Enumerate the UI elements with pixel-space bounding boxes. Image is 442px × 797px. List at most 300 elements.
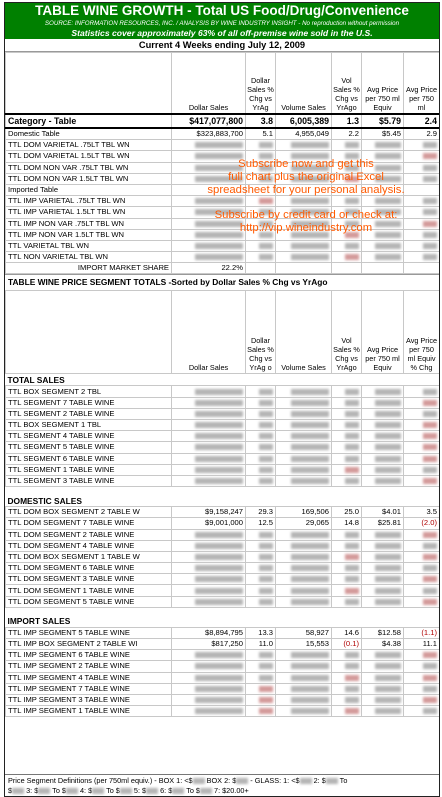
redacted-value bbox=[172, 585, 246, 596]
redacted-value bbox=[404, 661, 440, 672]
redacted-value bbox=[326, 778, 338, 784]
redacted-value bbox=[362, 596, 404, 607]
table-row bbox=[6, 672, 440, 683]
redacted-value bbox=[276, 683, 332, 694]
redacted-value bbox=[404, 420, 440, 431]
table-row bbox=[6, 397, 440, 408]
redacted-value bbox=[404, 694, 440, 705]
category-avg-chg: 2.4 bbox=[404, 114, 440, 128]
redacted-value bbox=[276, 596, 332, 607]
redacted-value bbox=[12, 788, 24, 794]
redacted-value bbox=[332, 252, 362, 263]
import-share-row bbox=[6, 263, 440, 274]
row-label: TTL SEGMENT 5 TABLE WINE bbox=[6, 442, 172, 453]
redacted-value bbox=[332, 431, 362, 442]
category-volume: 6,005,389 bbox=[276, 114, 332, 128]
table-row bbox=[6, 540, 440, 551]
volume-sales: 58,927 bbox=[276, 627, 332, 638]
col-label bbox=[6, 53, 172, 115]
redacted-value bbox=[146, 788, 158, 794]
col-volume-sales: Volume Sales bbox=[276, 53, 332, 115]
table-row bbox=[6, 706, 440, 717]
footer-text: To $ bbox=[52, 785, 66, 795]
redacted-value bbox=[332, 694, 362, 705]
overlay-line-2: full chart plus the original Excel bbox=[228, 171, 384, 183]
redacted-value bbox=[38, 788, 50, 794]
redacted-value bbox=[172, 563, 246, 574]
table-row bbox=[6, 596, 440, 607]
table-row bbox=[6, 475, 440, 486]
redacted-value bbox=[172, 442, 246, 453]
redacted-value bbox=[246, 475, 276, 486]
redacted-value bbox=[276, 431, 332, 442]
redacted-value bbox=[362, 574, 404, 585]
row-label: TTL IMP SEGMENT 6 TABLE WINE bbox=[6, 650, 172, 661]
category-label: Category - Table bbox=[6, 114, 172, 128]
redacted-value bbox=[246, 672, 276, 683]
redacted-value bbox=[276, 661, 332, 672]
redacted-value bbox=[332, 397, 362, 408]
redacted-value bbox=[362, 650, 404, 661]
redacted-value bbox=[246, 442, 276, 453]
redacted-value bbox=[332, 650, 362, 661]
dollar-sales: $9,158,247 bbox=[172, 507, 246, 518]
segment-column-header-row bbox=[6, 291, 440, 374]
volume-sales: 29,065 bbox=[276, 518, 332, 529]
redacted-value bbox=[172, 661, 246, 672]
table-row bbox=[6, 585, 440, 596]
table-row bbox=[6, 507, 440, 518]
redacted-value bbox=[404, 551, 440, 562]
footer-text: To $ bbox=[106, 785, 120, 795]
table-row bbox=[6, 563, 440, 574]
row-label: TTL DOM VARIETAL .75LT TBL WN bbox=[6, 140, 172, 151]
row-label: TTL IMP NON VAR .75LT TBL WN bbox=[6, 218, 172, 229]
domestic-dollar-chg: 5.1 bbox=[246, 128, 276, 140]
seg-col-dollar: Dollar Sales bbox=[172, 291, 246, 374]
redacted-value bbox=[246, 386, 276, 397]
redacted-value bbox=[300, 778, 312, 784]
redacted-value bbox=[276, 574, 332, 585]
redacted-value bbox=[404, 408, 440, 419]
row-label: TTL BOX SEGMENT 1 TBL bbox=[6, 420, 172, 431]
overlay-line-4: Subscribe by credit card or check at: bbox=[214, 209, 398, 221]
redacted-value bbox=[276, 529, 332, 540]
redacted-value bbox=[246, 464, 276, 475]
redacted-value bbox=[236, 778, 248, 784]
redacted-value bbox=[404, 252, 440, 263]
redacted-value bbox=[404, 475, 440, 486]
overlay-line-3: spreadsheet for your personal analysis. bbox=[207, 184, 405, 196]
row-label: TTL DOM SEGMENT 6 TABLE WINE bbox=[6, 563, 172, 574]
redacted-value bbox=[246, 706, 276, 717]
row-label: TTL DOM BOX SEGMENT 1 TABLE W bbox=[6, 551, 172, 562]
redacted-value bbox=[362, 431, 404, 442]
row-label: TTL IMP SEGMENT 2 TABLE WINE bbox=[6, 661, 172, 672]
row-label: TTL SEGMENT 6 TABLE WINE bbox=[6, 453, 172, 464]
redacted-value bbox=[276, 442, 332, 453]
table-row bbox=[6, 464, 440, 475]
footer-text: To bbox=[339, 776, 348, 786]
row-label: TTL SEGMENT 7 TABLE WINE bbox=[6, 397, 172, 408]
redacted-value bbox=[246, 585, 276, 596]
redacted-value bbox=[404, 529, 440, 540]
redacted-value bbox=[246, 252, 276, 263]
footer-text: $ bbox=[8, 785, 13, 795]
redacted-value bbox=[362, 672, 404, 683]
redacted-value bbox=[172, 694, 246, 705]
footer-text: To $ bbox=[186, 785, 200, 795]
redacted-value bbox=[332, 442, 362, 453]
row-label: TTL IMP NON VAR 1.5LT TBL WN bbox=[6, 229, 172, 240]
redacted-value bbox=[246, 650, 276, 661]
row-label: TTL DOM NON VAR 1.5LT TBL WN bbox=[6, 173, 172, 184]
redacted-value bbox=[276, 420, 332, 431]
domestic-vol-chg: 2.2 bbox=[332, 128, 362, 140]
redacted-value bbox=[172, 551, 246, 562]
domestic-avg-chg: 2.9 bbox=[404, 128, 440, 140]
imported-table-label: Imported Table bbox=[6, 184, 172, 195]
redacted-value bbox=[332, 386, 362, 397]
table-row bbox=[6, 574, 440, 585]
redacted-value bbox=[362, 464, 404, 475]
redacted-value bbox=[276, 540, 332, 551]
footer-text: 7: $20.00+ bbox=[214, 785, 249, 795]
table-row bbox=[6, 252, 440, 263]
table-row bbox=[6, 442, 440, 453]
report-sheet bbox=[4, 2, 440, 797]
table-row bbox=[6, 694, 440, 705]
redacted-value bbox=[172, 650, 246, 661]
vol-chg: (0.1) bbox=[332, 639, 362, 650]
redacted-value bbox=[362, 661, 404, 672]
category-dollar-chg: 3.8 bbox=[246, 114, 276, 128]
seg-col-vol-chg: Vol Sales % Chg vs YrAgo bbox=[332, 291, 362, 374]
redacted-value bbox=[332, 464, 362, 475]
redacted-value bbox=[276, 386, 332, 397]
col-dollar-sales: Dollar Sales bbox=[172, 53, 246, 115]
row-label: TTL IMP SEGMENT 4 TABLE WINE bbox=[6, 672, 172, 683]
row-label: TTL IMP SEGMENT 1 TABLE WINE bbox=[6, 706, 172, 717]
row-label: TTL DOM BOX SEGMENT 2 TABLE W bbox=[6, 507, 172, 518]
footer-text: 2: $ bbox=[313, 776, 326, 786]
domestic-table-label: Domestic Table bbox=[6, 128, 172, 140]
table-row bbox=[6, 408, 440, 419]
redacted-value bbox=[246, 453, 276, 464]
domestic-sales-rows bbox=[6, 507, 440, 608]
redacted-value bbox=[404, 585, 440, 596]
redacted-value bbox=[276, 397, 332, 408]
redacted-value bbox=[246, 563, 276, 574]
footer-line-2 bbox=[8, 786, 436, 795]
price-segment-definitions bbox=[5, 774, 439, 796]
redacted-value bbox=[404, 574, 440, 585]
redacted-value bbox=[332, 563, 362, 574]
redacted-value bbox=[404, 397, 440, 408]
avg-price-chg: 3.5 bbox=[404, 507, 440, 518]
redacted-value bbox=[332, 453, 362, 464]
redacted-value bbox=[276, 240, 332, 251]
redacted-value bbox=[362, 140, 404, 151]
table-row bbox=[6, 639, 440, 650]
redacted-value bbox=[66, 788, 78, 794]
table-row bbox=[6, 529, 440, 540]
redacted-value bbox=[362, 694, 404, 705]
seg-col-avg: Avg Price per 750 ml Equiv bbox=[362, 291, 404, 374]
footer-text: 6: $ bbox=[160, 785, 173, 795]
redacted-value bbox=[172, 596, 246, 607]
period-label: Current 4 Weeks ending July 12, 2009 bbox=[5, 39, 439, 52]
segment-section-heading: TABLE WINE PRICE SEGMENT TOTALS -Sorted by Dollar Sales % Chg vs YrAgo bbox=[5, 274, 439, 290]
redacted-value bbox=[332, 529, 362, 540]
import-sales-rows bbox=[6, 627, 440, 717]
table-row bbox=[6, 140, 440, 151]
row-label: TTL NON VARIETAL TBL WN bbox=[6, 252, 172, 263]
row-label: TTL IMP SEGMENT 7 TABLE WINE bbox=[6, 683, 172, 694]
volume-sales: 15,553 bbox=[276, 639, 332, 650]
redacted-value bbox=[193, 778, 205, 784]
domestic-dollar: $323,883,700 bbox=[172, 128, 246, 140]
redacted-value bbox=[362, 240, 404, 251]
redacted-value bbox=[362, 563, 404, 574]
redacted-value bbox=[276, 252, 332, 263]
footer-text: 5: $ bbox=[133, 785, 147, 795]
avg-price-chg: (2.0) bbox=[404, 518, 440, 529]
redacted-value bbox=[172, 788, 184, 794]
redacted-value bbox=[276, 551, 332, 562]
redacted-value bbox=[172, 683, 246, 694]
redacted-value bbox=[172, 529, 246, 540]
col-avg-price: Avg Price per 750 ml Equiv bbox=[362, 53, 404, 115]
dollar-sales: $9,001,000 bbox=[172, 518, 246, 529]
redacted-value bbox=[332, 240, 362, 251]
redacted-value bbox=[332, 672, 362, 683]
table-row bbox=[6, 431, 440, 442]
redacted-value bbox=[404, 464, 440, 475]
redacted-value bbox=[200, 788, 212, 794]
footer-text: 3: $ bbox=[26, 785, 39, 795]
redacted-value bbox=[404, 431, 440, 442]
footer-line-1 bbox=[8, 776, 436, 785]
seg-col-dollar-chg: Dollar Sales % Chg vs YrAg o bbox=[246, 291, 276, 374]
row-label: TTL DOM SEGMENT 7 TABLE WINE bbox=[6, 518, 172, 529]
seg-col-avg-chg: Avg Price per 750 ml Equiv % Chg bbox=[404, 291, 440, 374]
redacted-value bbox=[404, 386, 440, 397]
redacted-value bbox=[276, 694, 332, 705]
redacted-value bbox=[362, 683, 404, 694]
row-label: TTL IMP SEGMENT 3 TABLE WINE bbox=[6, 694, 172, 705]
report-header bbox=[5, 3, 439, 39]
table-row bbox=[6, 453, 440, 464]
redacted-value bbox=[172, 240, 246, 251]
footer-text: Price Segment Definitions (per 750ml equiv.) - BOX 1: <$ bbox=[8, 776, 193, 786]
redacted-value bbox=[332, 585, 362, 596]
redacted-value bbox=[362, 397, 404, 408]
redacted-value bbox=[332, 683, 362, 694]
redacted-value bbox=[362, 585, 404, 596]
redacted-value bbox=[404, 683, 440, 694]
row-label: TTL SEGMENT 3 TABLE WINE bbox=[6, 475, 172, 486]
report-title: TABLE WINE GROWTH - Total US Food/Drug/Convenience bbox=[35, 3, 409, 18]
overlay-line-1: Subscribe now and get this bbox=[238, 158, 374, 170]
redacted-value bbox=[404, 140, 440, 151]
dollar-chg: 13.3 bbox=[246, 627, 276, 638]
row-label: TTL SEGMENT 2 TABLE WINE bbox=[6, 408, 172, 419]
redacted-value bbox=[404, 650, 440, 661]
column-header-row bbox=[6, 53, 440, 115]
redacted-value bbox=[246, 420, 276, 431]
redacted-value bbox=[246, 683, 276, 694]
redacted-value bbox=[276, 563, 332, 574]
redacted-value bbox=[246, 551, 276, 562]
redacted-value bbox=[172, 140, 246, 151]
table-row bbox=[6, 420, 440, 431]
avg-price: $12.58 bbox=[362, 627, 404, 638]
table-row bbox=[6, 661, 440, 672]
table-row bbox=[6, 627, 440, 638]
row-label: TTL DOM SEGMENT 1 TABLE WINE bbox=[6, 585, 172, 596]
table-row bbox=[6, 386, 440, 397]
category-avg: $5.79 bbox=[362, 114, 404, 128]
redacted-value bbox=[246, 397, 276, 408]
table-row bbox=[6, 518, 440, 529]
subscribe-link[interactable]: http://vip.wineindustry.com bbox=[239, 222, 373, 234]
redacted-value bbox=[172, 420, 246, 431]
total-sales-label: TOTAL SALES bbox=[7, 374, 65, 385]
col-dollar-chg: Dollar Sales % Chg vs YrAg bbox=[246, 53, 276, 115]
row-label: TTL VARIETAL TBL WN bbox=[6, 240, 172, 251]
import-share-label: IMPORT MARKET SHARE bbox=[6, 263, 172, 274]
redacted-value bbox=[362, 551, 404, 562]
redacted-value bbox=[276, 706, 332, 717]
redacted-value bbox=[362, 475, 404, 486]
redacted-value bbox=[404, 240, 440, 251]
avg-price: $4.01 bbox=[362, 507, 404, 518]
redacted-value bbox=[404, 540, 440, 551]
redacted-value bbox=[246, 529, 276, 540]
row-label: TTL DOM VARIETAL 1.5LT TBL WN bbox=[6, 151, 172, 162]
redacted-value bbox=[246, 140, 276, 151]
redacted-value bbox=[404, 672, 440, 683]
row-label: TTL IMP SEGMENT 5 TABLE WINE bbox=[6, 627, 172, 638]
row-label: TTL IMP BOX SEGMENT 2 TABLE WI bbox=[6, 639, 172, 650]
table-row bbox=[6, 240, 440, 251]
redacted-value bbox=[246, 596, 276, 607]
footer-text: - GLASS: 1: <$ bbox=[250, 776, 300, 786]
footer-text: 4: $ bbox=[80, 785, 93, 795]
redacted-value bbox=[246, 408, 276, 419]
source-line: SOURCE: INFORMATION RESOURCES, INC. / ANALYSIS BY WINE INDUSTRY INSIGHT - No reproduction without permission bbox=[44, 20, 400, 27]
row-label: TTL SEGMENT 1 TABLE WINE bbox=[6, 464, 172, 475]
redacted-value bbox=[332, 551, 362, 562]
redacted-value bbox=[332, 140, 362, 151]
redacted-value bbox=[362, 420, 404, 431]
redacted-value bbox=[362, 540, 404, 551]
redacted-value bbox=[172, 475, 246, 486]
redacted-value bbox=[172, 386, 246, 397]
domestic-volume: 4,955,049 bbox=[276, 128, 332, 140]
coverage-note: Statistics cover approximately 63% of all off-premise wine sold in the U.S. bbox=[71, 28, 373, 38]
avg-price: $25.81 bbox=[362, 518, 404, 529]
redacted-value bbox=[276, 585, 332, 596]
total-sales-heading-row bbox=[6, 374, 440, 386]
seg-col-label bbox=[6, 291, 172, 374]
dollar-sales: $817,250 bbox=[172, 639, 246, 650]
redacted-value bbox=[332, 596, 362, 607]
redacted-value bbox=[246, 431, 276, 442]
redacted-value bbox=[362, 453, 404, 464]
avg-price: $4.38 bbox=[362, 639, 404, 650]
vol-chg: 25.0 bbox=[332, 507, 362, 518]
redacted-value bbox=[276, 140, 332, 151]
dollar-chg: 12.5 bbox=[246, 518, 276, 529]
varietal-summary-rows bbox=[6, 240, 440, 262]
redacted-value bbox=[172, 397, 246, 408]
redacted-value bbox=[362, 529, 404, 540]
segment-table bbox=[5, 290, 440, 717]
table-row bbox=[6, 551, 440, 562]
redacted-value bbox=[276, 475, 332, 486]
redacted-value bbox=[172, 574, 246, 585]
category-dollar: $417,077,800 bbox=[172, 114, 246, 128]
redacted-value bbox=[332, 574, 362, 585]
subscribe-overlay bbox=[181, 158, 431, 235]
domestic-table-row bbox=[6, 128, 440, 140]
row-label: TTL IMP VARIETAL .75LT TBL WN bbox=[6, 196, 172, 207]
dollar-chg: 29.3 bbox=[246, 507, 276, 518]
redacted-value bbox=[120, 788, 132, 794]
table-row bbox=[6, 683, 440, 694]
row-label: TTL DOM SEGMENT 2 TABLE WINE bbox=[6, 529, 172, 540]
redacted-value bbox=[172, 672, 246, 683]
redacted-value bbox=[172, 464, 246, 475]
redacted-value bbox=[276, 408, 332, 419]
row-label: TTL DOM SEGMENT 3 TABLE WINE bbox=[6, 574, 172, 585]
vol-chg: 14.6 bbox=[332, 627, 362, 638]
redacted-value bbox=[172, 706, 246, 717]
category-total-row bbox=[6, 114, 440, 128]
redacted-value bbox=[276, 672, 332, 683]
redacted-value bbox=[246, 661, 276, 672]
redacted-value bbox=[404, 706, 440, 717]
redacted-value bbox=[276, 453, 332, 464]
redacted-value bbox=[362, 442, 404, 453]
redacted-value bbox=[362, 252, 404, 263]
avg-price-chg: (1.1) bbox=[404, 627, 440, 638]
volume-sales: 169,506 bbox=[276, 507, 332, 518]
redacted-value bbox=[172, 453, 246, 464]
redacted-value bbox=[246, 540, 276, 551]
redacted-value bbox=[362, 386, 404, 397]
import-sales-heading-row bbox=[6, 616, 440, 628]
redacted-value bbox=[332, 706, 362, 717]
vol-chg: 14.8 bbox=[332, 518, 362, 529]
redacted-value bbox=[404, 442, 440, 453]
row-label: TTL DOM NON VAR .75LT TBL WN bbox=[6, 162, 172, 173]
redacted-value bbox=[246, 240, 276, 251]
import-sales-label: IMPORT SALES bbox=[7, 616, 71, 627]
redacted-value bbox=[362, 408, 404, 419]
redacted-value bbox=[172, 540, 246, 551]
dollar-sales: $8,894,795 bbox=[172, 627, 246, 638]
col-vol-chg: Vol Sales % Chg vs YrAgo bbox=[332, 53, 362, 115]
row-label: TTL SEGMENT 4 TABLE WINE bbox=[6, 431, 172, 442]
redacted-value bbox=[332, 540, 362, 551]
redacted-value bbox=[332, 661, 362, 672]
domestic-sales-heading-row bbox=[6, 495, 440, 507]
row-label: TTL DOM SEGMENT 4 TABLE WINE bbox=[6, 540, 172, 551]
redacted-value bbox=[332, 475, 362, 486]
